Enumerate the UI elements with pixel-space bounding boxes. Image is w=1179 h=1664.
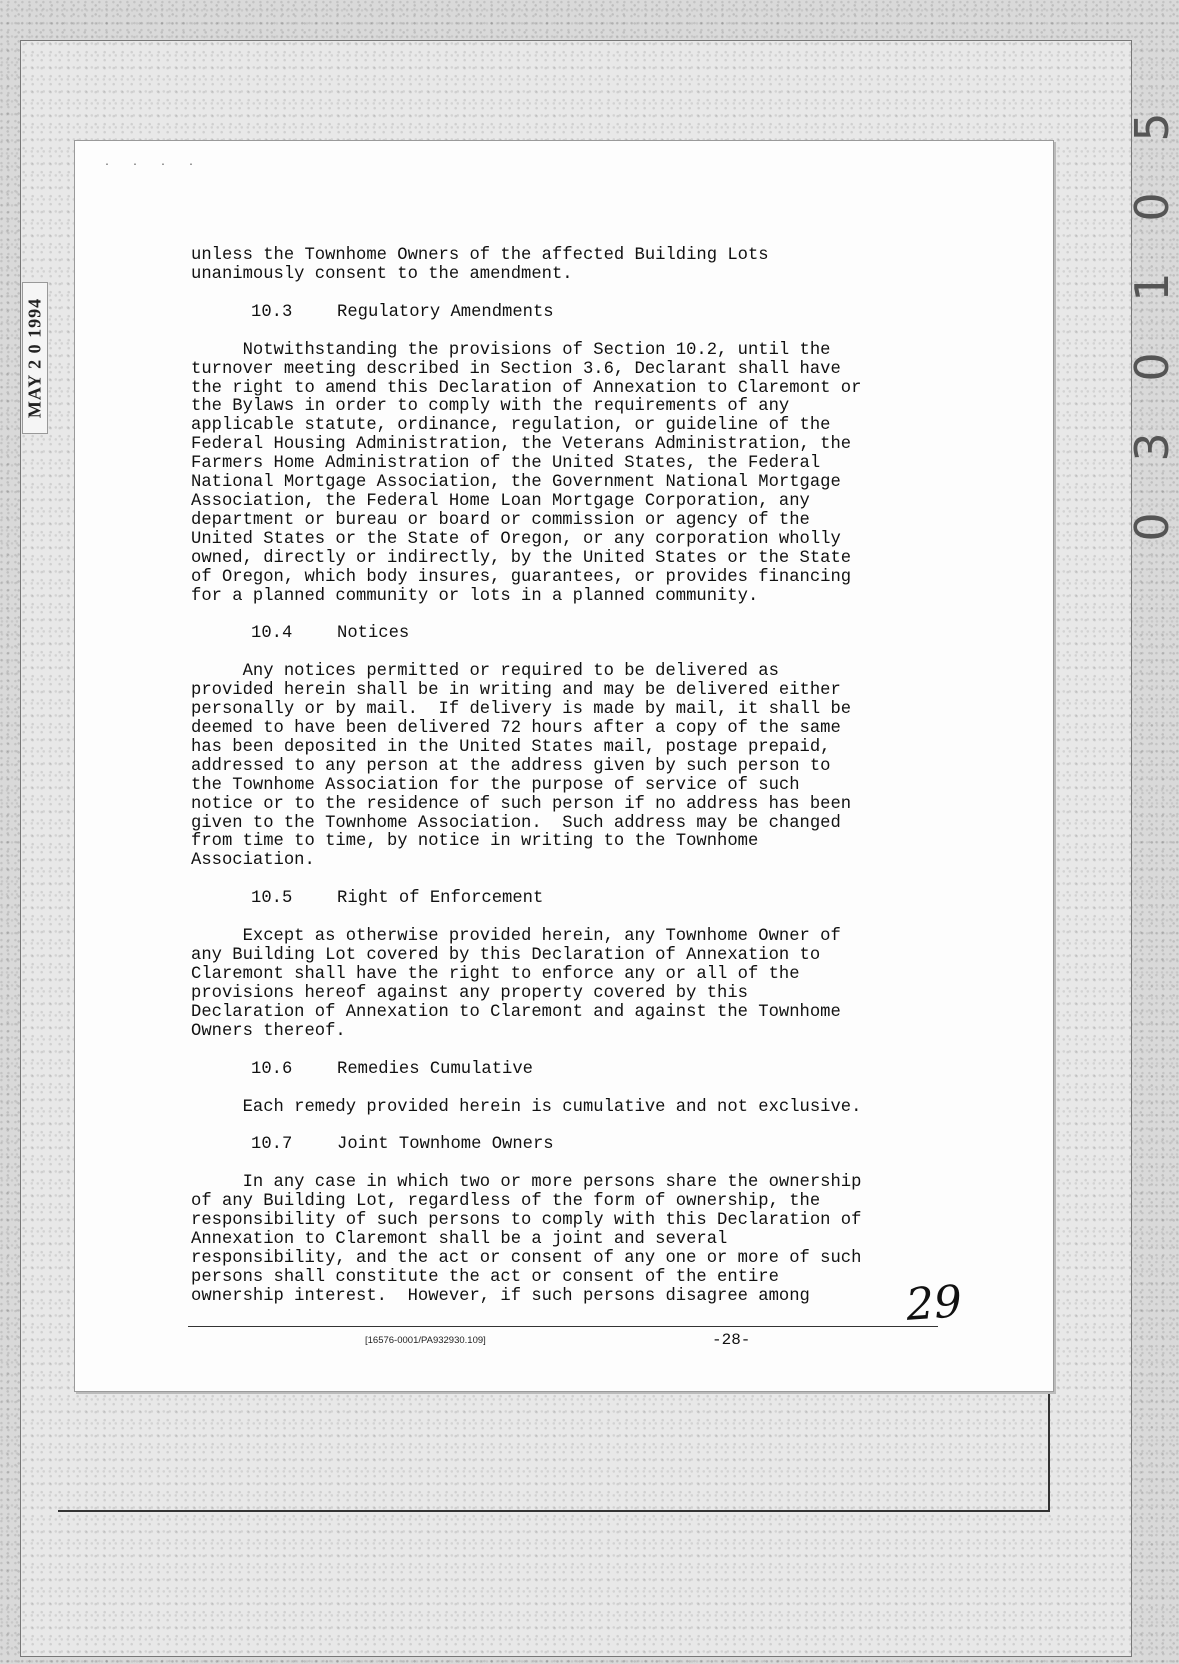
body-line: Claremont shall have the right to enforce any or all of the	[191, 965, 800, 984]
body-line: owned, directly or indirectly, by the United States or the State	[191, 548, 852, 568]
body-line: Federal Housing Administration, the Veterans Administration, the	[191, 435, 852, 455]
body-line: responsibility of such persons to comply with this Declaration of	[191, 1211, 862, 1231]
section-heading	[191, 304, 951, 323]
document-body	[191, 247, 951, 1307]
body-line: department or bureau or board or commission or agency of the	[191, 510, 810, 530]
backing-frame	[58, 1390, 1050, 1512]
body-line: personally or by mail. If delivery is made by mail, it shall be	[191, 700, 852, 720]
body-line: given to the Townhome Association. Such address may be changed	[191, 813, 841, 833]
section-title: Notices	[337, 624, 410, 644]
body-line: deemed to have been delivered 72 hours after a copy of the same	[191, 719, 841, 739]
body-line: Except as otherwise provided herein, any Townhome Owner of	[191, 927, 841, 947]
body-line: for a planned community or lots in a planned community.	[191, 586, 759, 606]
section-heading	[191, 1061, 951, 1080]
scan-specks: · · · ·	[104, 160, 203, 171]
body-line: from time to time, by notice in writing to the Townhome	[191, 832, 759, 852]
body-line: the Bylaws in order to comply with the requirements of any	[191, 397, 790, 417]
body-line: Farmers Home Administration of the United States, the Federal	[191, 454, 821, 474]
section-title: Joint Townhome Owners	[337, 1135, 554, 1155]
body-line: has been deposited in the United States mail, postage prepaid,	[191, 737, 831, 757]
body-line: Owners thereof.	[191, 1021, 346, 1041]
body-line: the right to amend this Declaration of Annexation to Claremont or	[191, 378, 862, 398]
section-title: Right of Enforcement	[337, 889, 544, 909]
body-line: unless the Townhome Owners of the affected Building Lots	[191, 246, 769, 265]
section-number: 10.5	[251, 889, 293, 909]
margin-recording-number	[1125, 100, 1179, 580]
section-title: Remedies Cumulative	[337, 1059, 533, 1079]
body-line: any Building Lot covered by this Declaration of Annexation to	[191, 946, 821, 966]
section-heading	[191, 625, 951, 644]
footer-document-code: [16576-0001/PA932930.109]	[365, 1335, 486, 1346]
footer-rule	[188, 1326, 938, 1327]
page-number: -28-	[712, 1331, 751, 1349]
body-line: provisions hereof against any property covered by this	[191, 983, 748, 1003]
body-line: Annexation to Claremont shall be a joint and several	[191, 1230, 728, 1250]
date-stamp	[22, 282, 48, 434]
margin-digit: 1	[1125, 272, 1179, 302]
body-line: Association, the Federal Home Loan Mortgage Corporation, any	[191, 491, 810, 511]
body-line: Notwithstanding the provisions of Section 10.2, until the	[191, 340, 831, 360]
margin-digit: 3	[1125, 432, 1179, 462]
handwritten-page-number: 29	[904, 1276, 964, 1331]
body-line: persons shall constitute the act or consent of the entire	[191, 1267, 779, 1287]
body-line: ownership interest. However, if such persons disagree among	[191, 1286, 810, 1306]
margin-digit: 0	[1125, 192, 1179, 222]
section-heading	[191, 1136, 951, 1155]
body-line: National Mortgage Association, the Government National Mortgage	[191, 473, 841, 493]
body-line: unanimously consent to the amendment.	[191, 264, 573, 284]
section-number: 10.3	[251, 302, 293, 322]
margin-digit: 0	[1125, 352, 1179, 382]
body-line: In any case in which two or more persons share the ownership	[191, 1173, 862, 1193]
body-line: Association.	[191, 851, 315, 871]
body-line: provided herein shall be in writing and may be delivered either	[191, 681, 841, 701]
date-stamp-text: MAY 2 0 1994	[24, 297, 45, 419]
body-line: applicable statute, ordinance, regulation, or guideline of the	[191, 416, 831, 436]
margin-digit: 5	[1125, 112, 1179, 142]
body-line: turnover meeting described in Section 3.6, Declarant shall have	[191, 359, 841, 379]
body-line: of any Building Lot, regardless of the form of ownership, the	[191, 1192, 821, 1212]
body-line: addressed to any person at the address given by such person to	[191, 756, 831, 776]
section-number: 10.4	[251, 624, 293, 644]
section-title: Regulatory Amendments	[337, 302, 554, 322]
body-line: of Oregon, which body insures, guarantees, or provides financing	[191, 567, 852, 587]
body-line: the Townhome Association for the purpose of service of such	[191, 775, 800, 795]
section-number: 10.7	[251, 1135, 293, 1155]
margin-digit: 0	[1125, 512, 1179, 542]
section-number: 10.6	[251, 1059, 293, 1079]
body-line: responsibility, and the act or consent of any one or more of such	[191, 1248, 862, 1268]
body-line: notice or to the residence of such person if no address has been	[191, 794, 852, 814]
body-line: Declaration of Annexation to Claremont and against the Townhome	[191, 1002, 841, 1022]
body-line: Each remedy provided herein is cumulative and not exclusive.	[191, 1097, 862, 1117]
body-line: Any notices permitted or required to be delivered as	[191, 662, 779, 682]
section-heading	[191, 890, 951, 909]
body-line: United States or the State of Oregon, or any corporation wholly	[191, 529, 841, 549]
